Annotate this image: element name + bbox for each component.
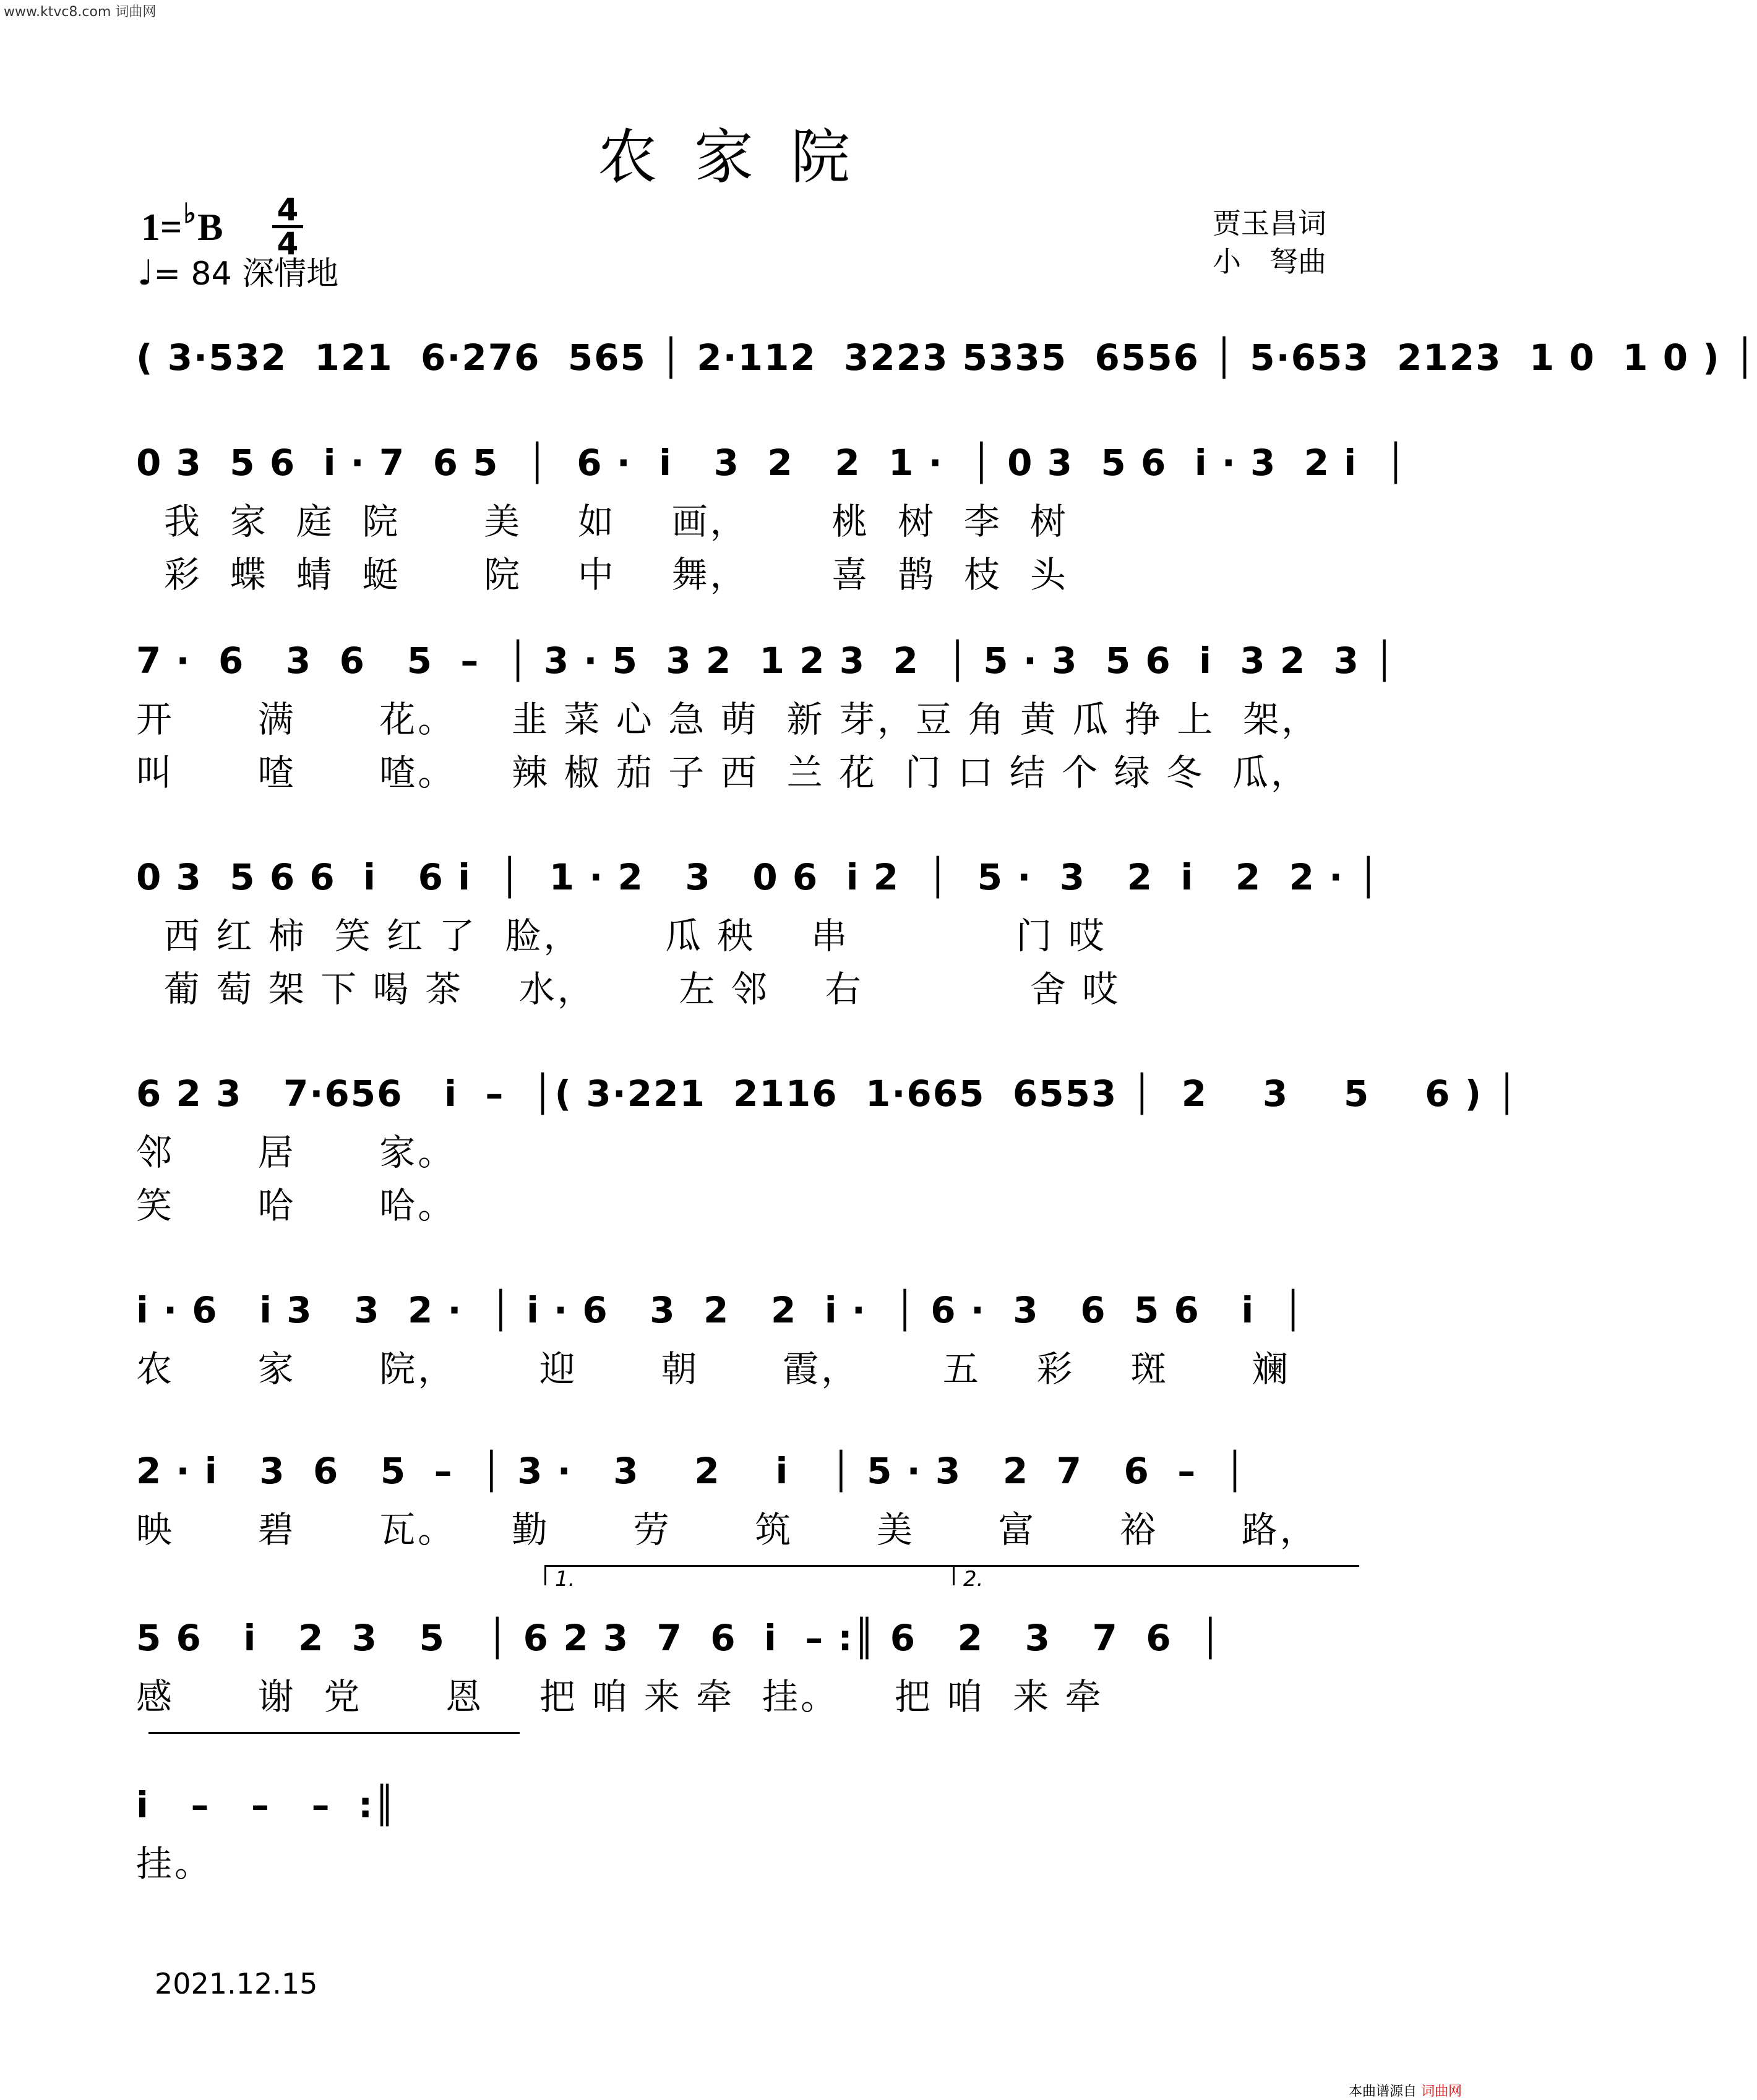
flat-symbol: ♭ xyxy=(183,199,197,229)
score-system-5 xyxy=(136,1064,1519,1231)
lyric-verse-1: 映 碧 瓦。 勤 劳 筑 美 富 裕 路， xyxy=(136,1509,1318,1551)
volta-first-ending: 1. xyxy=(544,1565,1081,1585)
notes-line: i · 6 i 3 3 2 · │ i · 6 3 2 2 i · │ 6 · 3 6 5 6 i │ xyxy=(136,1289,1305,1331)
footer-credit xyxy=(1349,2081,1462,2100)
notes-line: 0 3 5 6 i · 7 6 5 │ 6 · i 3 2 2 1 · │ 0 3 5 6 i · 3 2 i │ xyxy=(136,442,1408,484)
notes-line: 0 3 5 6 6 i 6 i │ 1 · 2 3 0 6 i 2 │ 5 · 3 2 i 2 2 · │ xyxy=(136,856,1381,898)
notes-line: ( 3·532 121 6·276 565 │ 2·112 3223 5335 6556 │ 5·653 2123 1 0 1 0 ) │ xyxy=(136,336,1757,379)
key-note: B xyxy=(197,207,223,249)
score-system-8 xyxy=(136,1567,1349,1744)
lyric-verse-1: 西 红 柿 笑 红 了 脸， 瓜 秧 串 门 哎 xyxy=(136,915,1107,957)
lyric-verse-2: 葡 萄 架 下 喝 茶 水， 左 邻 右 舍 哎 xyxy=(136,968,1121,1010)
volta-second-ending: 2. xyxy=(953,1565,1359,1585)
score-system-6 xyxy=(136,1280,1349,1404)
score-system-2 xyxy=(136,433,1408,600)
notes-line: 7 · 6 3 6 5 – │ 3 · 5 3 2 1 2 3 2 │ 5 · 3 5 6 i 3 2 3 │ xyxy=(136,640,1397,682)
date-stamp: 2021.12.15 xyxy=(155,1967,318,2000)
notes-line: 6 2 3 7·656 i – │( 3·221 2116 1·665 6553 │ 2 3 5 6 ) │ xyxy=(136,1073,1519,1115)
score-system-4 xyxy=(136,847,1381,1014)
lyricist-credit: 贾玉昌词 xyxy=(1213,207,1326,240)
footer-text: 本曲谱源自 xyxy=(1349,2084,1417,2099)
tempo-expression: 深情地 xyxy=(242,255,339,293)
time-signature-bottom: 4 xyxy=(277,226,299,262)
score-system-3 xyxy=(136,631,1397,798)
lyric-verse-2: 彩 蝶 蜻 蜓 院 中 舞， 喜 鹊 枝 头 xyxy=(136,554,1068,596)
composer-credit: 小 弩曲 xyxy=(1213,245,1326,278)
notes-line: 2 · i 3 6 5 – │ 3 · 3 2 i │ 5 · 3 2 7 6 – │ xyxy=(136,1450,1247,1492)
lyric-verse-2: 叫 喳 喳。 辣 椒 茄 子 西 兰 花 门 口 结 个 绿 冬 瓜， xyxy=(136,752,1309,794)
time-signature-top: 4 xyxy=(277,192,299,228)
notes-line: 5 6 i 2 3 5 │ 6 2 3 7 6 i – :║ 6 2 3 7 6 │ xyxy=(136,1617,1222,1659)
quarter-note-icon: ♩ xyxy=(137,253,154,293)
lyric-verse-2: 笑 哈 哈。 xyxy=(136,1185,457,1227)
lyric-verse-1: 我 家 庭 院 美 如 画， 桃 树 李 树 xyxy=(136,500,1068,542)
key-signature xyxy=(141,198,223,250)
score-system-7 xyxy=(136,1441,1349,1565)
score-system-1 xyxy=(136,328,1757,402)
credits xyxy=(1213,204,1326,281)
key-prefix: 1= xyxy=(141,207,183,249)
score-system-9 xyxy=(136,1775,1349,1911)
volta-continuation xyxy=(148,1732,520,1752)
lyric-verse-1: 农 家 院， 迎 朝 霞， 五 彩 斑 斓 xyxy=(136,1348,1291,1390)
lyric-verse-1: 开 满 花。 韭 菜 心 急 萌 新 芽，豆 角 黄 瓜 挣 上 架， xyxy=(136,698,1320,740)
footer-logo: 词曲网 xyxy=(1421,2084,1463,2099)
tempo-marking xyxy=(137,247,338,294)
lyric-verse-1: 邻 居 家。 xyxy=(136,1131,457,1173)
site-watermark: www.ktvc8.com 词曲网 xyxy=(4,4,157,20)
song-title: 农家院 xyxy=(598,122,887,192)
tempo-value: = 84 xyxy=(153,255,232,293)
notes-line: i – – – :║ xyxy=(136,1784,397,1826)
lyric-verse-1: 挂。 xyxy=(136,1843,213,1885)
lyric-verse-1: 感 谢 党 恩 把 咱 来 牵 挂。 把 咱 来 牵 xyxy=(136,1676,1104,1718)
